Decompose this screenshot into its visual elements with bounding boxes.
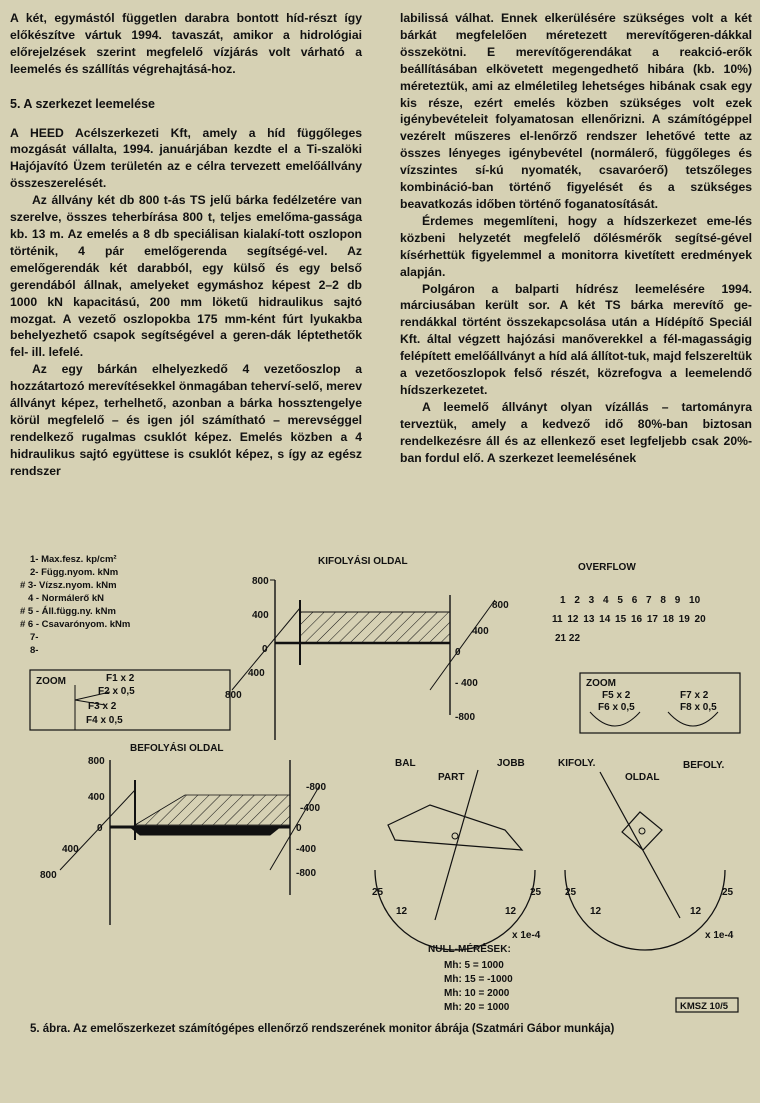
gauge-label: KIFOLY. xyxy=(558,758,596,769)
zoom-item: F5 x 2 xyxy=(602,690,631,701)
paragraph: A HEED Acélszerkezeti Kft, amely a híd függőleges mozgását vállalta, 1994. januárjában kezdte el a Ti-szalöki Hajójavító Üzem területén az e célra tervezett emelőállvány összeszerelését. xyxy=(10,125,362,191)
overflow-title: OVERFLOW xyxy=(578,562,636,573)
paragraph: Érdemes megemlíteni, hogy a hídszerkezet eme-lés közbeni helyzetét megfelelő dőlésmérők segítsé-gével kísérhettük figyelemmel a monitorra kivetített eredmények alapján. xyxy=(400,213,752,279)
legend-item: # 3- Vízsz.nyom. kNm xyxy=(20,580,117,591)
tick-label: 800 xyxy=(40,870,57,881)
legend-item: 2- Függ.nyom. kNm xyxy=(30,567,119,578)
tick-label: 0 xyxy=(262,644,268,655)
befolyasi-chart xyxy=(40,741,326,925)
zoom-title: ZOOM xyxy=(36,676,66,687)
tick-label: 800 xyxy=(492,600,509,611)
chart-title: KIFOLYÁSI OLDAL xyxy=(318,556,408,567)
zoom-box-right xyxy=(580,673,740,733)
tick-label: 800 xyxy=(252,576,269,587)
zoom-item: F2 x 0,5 xyxy=(98,686,135,697)
legend-item: 8- xyxy=(30,645,39,656)
tick-label: 400 xyxy=(62,844,79,855)
zoom-item: F1 x 2 xyxy=(106,673,135,684)
paragraph: Az egy bárkán elhelyezkedő 4 vezetőoszlop a hozzátartozó merevítésekkel önmagában teherví-selő, merev állványt képez, terhelhető, azonban a bárka hossztengelye körül megfelelő – és igen jól számítható – merevséggel rendelkező rugalmas csuklót képez. Emelés közben a 4 hidraulikus sajtó együttese is csuklót képez, s így az egész rendszer xyxy=(10,362,362,478)
zoom-item: F3 x 2 xyxy=(88,701,117,712)
gauge-label: PART xyxy=(438,772,465,783)
gauge-label: BAL xyxy=(395,758,416,769)
figure-caption: 5. ábra. Az emelőszerkezet számítógépes ellenőrző rendszerének monitor ábrája (Szatmári Gábor munkája) xyxy=(30,1023,615,1035)
tick-label: 0 xyxy=(455,647,461,658)
figure-badge xyxy=(676,998,738,1012)
monitor-figure xyxy=(0,540,760,1020)
left-text-column xyxy=(10,10,362,480)
gauge-tick: 25 xyxy=(372,887,384,898)
gauge-tick: 12 xyxy=(690,906,702,917)
section-heading: 5. A szerkezet leemelése xyxy=(10,96,156,111)
tilt-gauge-inflow-outflow xyxy=(558,758,734,950)
legend xyxy=(20,554,130,656)
kifolyasi-chart xyxy=(225,554,509,740)
legend-item: 1- Max.fesz. kp/cm² xyxy=(30,554,117,565)
tilt-gauge-left-right xyxy=(372,758,542,950)
zoom-item: F4 x 0,5 xyxy=(86,715,123,726)
zoom-item: F8 x 0,5 xyxy=(680,702,717,713)
gauge-tick: 12 xyxy=(396,906,408,917)
paragraph: Polgáron a balparti hídrész leemelésére 1994. márciusában került sor. A két TS bárka merevítő ge-rendákkal történt összekapcsolása után a Hídépítő Speciál Kft. által végzett hajózási manőverekkel a fél-magasságig felépített emelőállványt a híd alá állítot-tuk, majd felszereltük a vezetőoszlopok felső részét, közrefogva a leemelendő hídszerkezetet. xyxy=(400,281,752,397)
null-row: Mh: 5 = 1000 xyxy=(444,960,504,971)
legend-item: 7- xyxy=(30,632,39,643)
tick-label: 400 xyxy=(252,610,269,621)
right-text-column xyxy=(400,10,752,466)
gauge-tick: 25 xyxy=(530,887,542,898)
tick-label: 0 xyxy=(296,823,302,834)
null-title: NULL-MÉRÉSEK: xyxy=(428,944,511,955)
tick-label: -800 xyxy=(306,782,327,793)
overflow-row: 11 12 13 14 15 16 17 18 19 20 xyxy=(552,614,706,625)
paragraph: A leemelő állványt olyan vízállás – tartományra terveztük, amely a kedvező idő 80%-ban biztosan rendelkezésre áll és az ellenkező eset legfeljebb csak 20%-ban fordul elő. A szerkezet leemelésének xyxy=(400,399,752,465)
gauge-tick: 12 xyxy=(505,906,517,917)
overflow-panel xyxy=(552,562,706,644)
zoom-box-left xyxy=(30,670,230,730)
legend-item: # 6 - Csavarónyom. kNm xyxy=(20,619,131,630)
null-row: Mh: 15 = -1000 xyxy=(444,974,513,985)
overflow-row: 1 2 3 4 5 6 7 8 9 10 xyxy=(560,595,701,606)
legend-item: # 5 - Áll.függ.ny. kNm xyxy=(20,606,116,617)
tick-label: -400 xyxy=(300,803,321,814)
tick-label: 800 xyxy=(225,690,242,701)
tick-label: 400 xyxy=(248,668,265,679)
gauge-tick: 12 xyxy=(590,906,602,917)
tick-label: -800 xyxy=(296,868,317,879)
tick-label: -400 xyxy=(296,844,317,855)
zoom-item: F7 x 2 xyxy=(680,690,709,701)
legend-item: 4 - Normálerő kN xyxy=(28,593,105,604)
paragraph: labilissá válhat. Ennek elkerülésére szükséges volt a két bárkát megfelelően méretezett merevítőgeren-dákkal összekötni. E merevítőgerendákat a reakció-erők beállításában elkövetett megengedhető hibára (kb. 10%) méreteztük, ami az elméletileg lehetséges hibának csak egy kis része, ezért emelés közben szükséges volt ezek igénybevételeit folyamatosan ellenőrizni. A számítógéppel vezérelt műszeres el-lenőrző rendszer lehetővé tette az összes lényeges igénybevétel (normálerő, függőleges és vízszintes sí-kú nyomaték, csavaróerő) tetszőleges kombináció-ban történő figyelését és a szükséges beavatkozás időben történő foganatosítását. xyxy=(400,11,752,211)
gauge-label: OLDAL xyxy=(625,772,660,783)
tick-label: - 400 xyxy=(455,678,478,689)
badge-text: KMSZ 10/5 xyxy=(680,1001,729,1012)
paragraph: A két, egymástól független darabra bontott híd-részt így előkészítve vártuk 1994. tavaszát, amikor a hidrológiai előrejelzések szerint megfelelő vízjárás volt várható a leemelés és szállítás végrehajtásá-hoz. xyxy=(10,11,362,76)
gauge-label: JOBB xyxy=(497,758,525,769)
null-measurements xyxy=(428,942,513,1013)
zoom-title: ZOOM xyxy=(586,678,616,689)
gauge-tick: 25 xyxy=(565,887,577,898)
tick-label: 0 xyxy=(97,823,103,834)
chart-title: BEFOLYÁSI OLDAL xyxy=(130,743,224,754)
paragraph: Az állvány két db 800 t-ás TS jelű bárka fedélzetére van szerelve, összes teherbírása 800 t, teljes emelőma-gassága kb. 13 m. Az emelés a 8 db speciálisan kialakí-tott oszlopon történik, 4 pár emelőgerenda segítségé-vel. Az emelőgerendák két darabból, egy külső és egy belső gerendából állnak, amelyeket egymáshoz képest 2–2 db 1000 kN kapacitású, 200 mm löketű hidraulikus sajtó mozgat. A vezető oszlopokba 175 mm-ként fúrt lyukakba behelyezhető csapok segítségével a geren-dák léptethetők fel- ill. lefelé. xyxy=(10,193,362,360)
tick-label: 400 xyxy=(88,792,105,803)
gauge-scale: x 1e-4 xyxy=(512,930,541,941)
gauge-scale: x 1e-4 xyxy=(705,930,734,941)
tick-label: -800 xyxy=(455,712,476,723)
overflow-row: 21 22 xyxy=(555,633,581,644)
tick-label: 400 xyxy=(472,626,489,637)
gauge-tick: 25 xyxy=(722,887,734,898)
null-row: Mh: 10 = 2000 xyxy=(444,988,510,999)
null-row: Mh: 20 = 1000 xyxy=(444,1002,510,1013)
gauge-label: BEFOLY. xyxy=(683,760,725,771)
tick-label: 800 xyxy=(88,756,105,767)
zoom-item: F6 x 0,5 xyxy=(598,702,635,713)
